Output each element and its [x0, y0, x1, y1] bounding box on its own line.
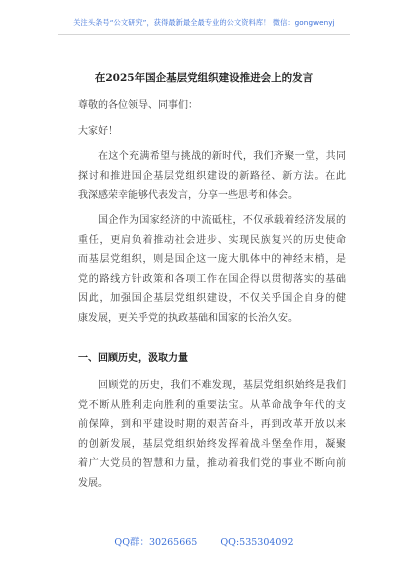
paragraph-line: 发展。: [78, 477, 108, 489]
document-title: 在2025年国企基层党组织建设推进会上的发言: [94, 72, 314, 84]
paragraph-soe-role: [78, 211, 346, 329]
paragraph-line: 探讨和推进国企基层党组织建设的新路径、新方法。在此: [78, 170, 346, 182]
paragraph-line: 党不断从胜利走向胜利的重要法宝。从革命战争年代的支: [78, 399, 346, 411]
paragraph-line: 因此，加强国企基层党组织建设，不仅关乎国企自身的健: [78, 293, 346, 305]
paragraph-intro: [78, 147, 346, 206]
qq-group-label: QQ群：30265665: [114, 537, 198, 548]
header-divider: [58, 34, 350, 35]
paragraph-line: 回顾党的历史，我们不难发现，基层党组织始终是我们: [98, 380, 346, 391]
paragraph-line: 国企作为国家经济的中流砥柱，不仅承载着经济发展的: [98, 215, 346, 226]
qq-number-label: QQ:535304092: [220, 537, 294, 548]
paragraph-line: 的创新发展，基层党组织始终发挥着战斗堡垒作用，凝聚: [78, 438, 346, 450]
paragraph-history: [78, 376, 346, 494]
salutation: 尊敬的各位领导、同事们：: [78, 100, 198, 111]
paragraph-line: 而基层党组织，则是国企这一庞大肌体中的神经末梢，是: [78, 254, 346, 266]
promo-banner: 关注头条号“公文研究”，获得最新最全最专业的公文资料库！ 微信：gongwenyj: [73, 18, 335, 27]
paragraph-line: 党的路线方针政策和各项工作在国企得以贯彻落实的基础: [78, 273, 346, 285]
paragraph-line: 着广大党员的智慧和力量，推动着我们党的事业不断向前: [78, 458, 346, 470]
section-heading: 一、回顾历史，汲取力量: [78, 353, 188, 364]
paragraph-line: 在这个充满希望与挑战的新时代，我们齐聚一堂，共同: [98, 151, 346, 162]
paragraph-line: 康发展，更关乎党的执政基础和国家的长治久安。: [78, 312, 298, 324]
paragraph-line: 重任，更肩负着推动社会进步、实现民族复兴的历史使命: [78, 234, 346, 246]
footer-contact: [0, 534, 408, 548]
greeting: 大家好！: [78, 126, 118, 137]
paragraph-line: 前保障，到和平建设时期的艰苦奋斗，再到改革开放以来: [78, 419, 346, 431]
paragraph-line: 我深感荣幸能够代表发言，分享一些思考和体会。: [78, 190, 298, 202]
